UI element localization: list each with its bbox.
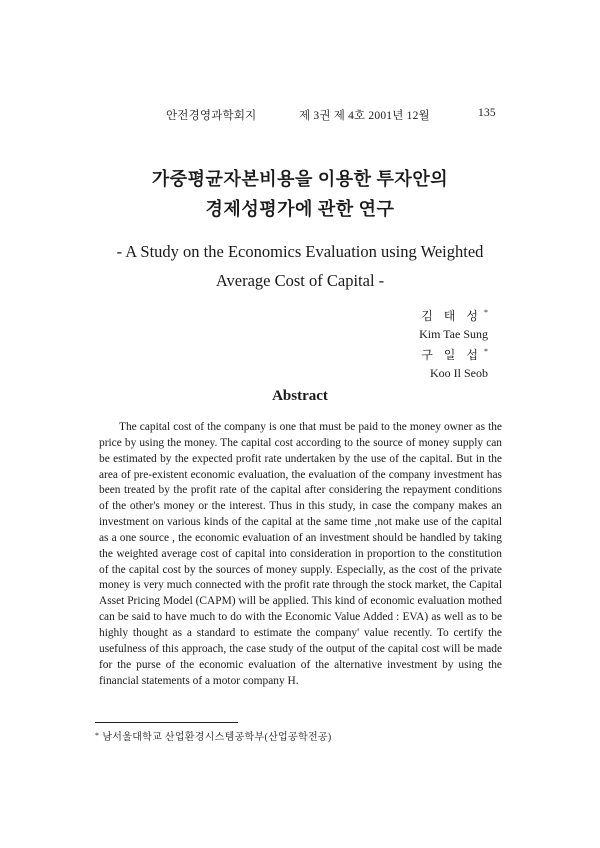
author-1-footnote-mark: * <box>484 308 488 317</box>
korean-title-line-2: 경제성평가에 관한 연구 <box>205 199 395 219</box>
abstract-body: The capital cost of the company is one that must be paid to the money owner as the price by using the money. The capital cost according to the source of money supply can be estimated by the expected profit rate undertaken by the use of the capital. But in the area of pre-existent economic evaluation, the evaluation of the company investment has been treated by the profit rate of the capital after considering the repayment conditions of the other's money or the interest. Thus in this study, in case the company makes an investment on various kinds of the capital at the same time ,not make use of the capital as a one source , the economic evaluation of an investment should be handled by taking the weighted average cost of capital into consideration in proportion to the constitution of the capital cost by the sources of money supply. Especially, as the cost of the private money is very much connected with the profit rate through the stock market, the Capital Asset Pricing Model (CAPM) will be applied. This kind of economic evaluation mothed can be said to have much to do with the Economic Value Added : EVA) as well as to be highly thought as a standard to estimate the company' value recently. To certify the usefulness of this approach, the case study of the output of the capital cost will be made for the purse of the economic evaluation of the alternative investment by using the financial statements of a motor company H. <box>99 421 502 687</box>
korean-title <box>0 164 600 224</box>
abstract-heading: Abstract <box>272 388 328 404</box>
footnote-divider <box>95 722 238 723</box>
english-title-line-1: - A Study on the Economics Evaluation using Weighted <box>116 242 484 261</box>
english-title <box>70 237 530 295</box>
author-1-english: Kim Tae Sung <box>419 327 488 341</box>
korean-title-line-1: 가중평균자본비용을 이용한 투자안의 <box>151 169 449 189</box>
author-2-korean: 구 일 섭 * <box>421 347 488 362</box>
author-2-footnote-mark: * <box>484 347 488 356</box>
footnote-text: 남서울대학교 산업환경시스템공학부(산업공학전공) <box>102 732 332 743</box>
journal-name: 안전경영과학회지 <box>166 110 257 122</box>
author-1-korean: 김 태 성 * <box>421 308 488 323</box>
page-number: 135 <box>478 107 496 119</box>
issue-info: 제 3권 제 4호 2001년 12월 <box>299 110 430 122</box>
author-block <box>419 304 488 382</box>
author-2-english: Koo Il Seob <box>430 366 488 380</box>
english-title-line-2: Average Cost of Capital - <box>215 271 385 290</box>
footnote <box>95 728 332 743</box>
footnote-mark: * <box>95 731 100 740</box>
